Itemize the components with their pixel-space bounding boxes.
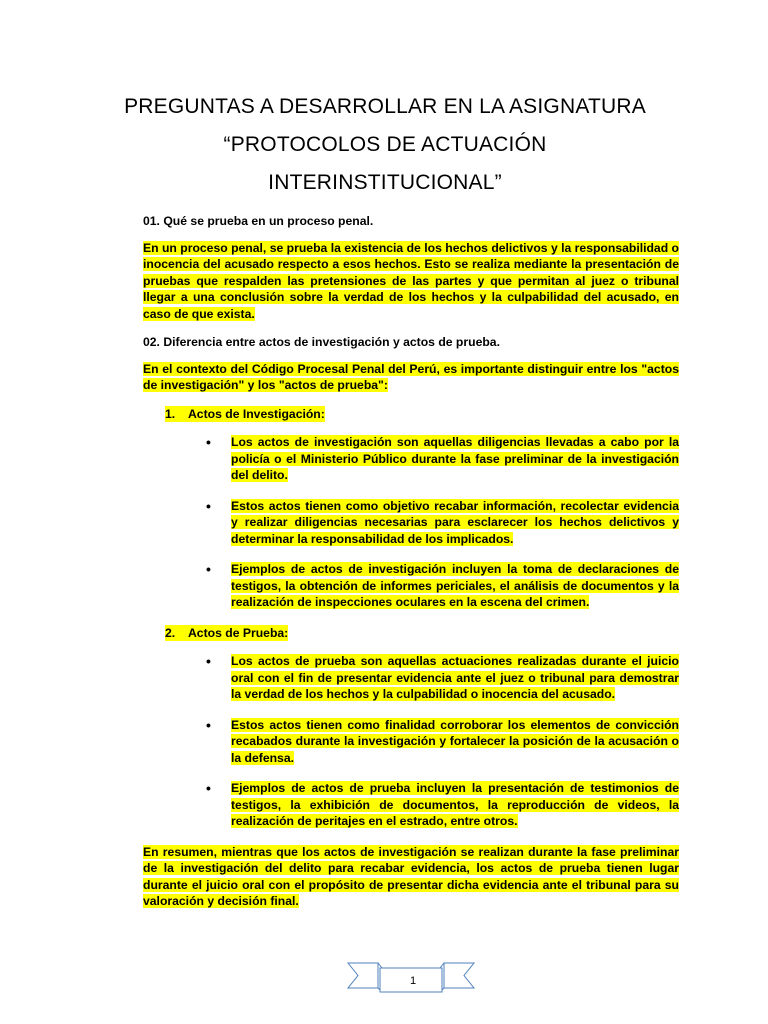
list-item bbox=[206, 653, 679, 703]
bullet-icon: • bbox=[206, 434, 211, 450]
bullet-text: Ejemplos de actos de prueba incluyen la presentación de testimonios de testigos, la exhibición de documentos, la reproducción de videos, la realización de peritajes en el estrado, entre otros. bbox=[231, 781, 679, 828]
bullet-icon: • bbox=[206, 497, 211, 514]
page-footer bbox=[346, 958, 476, 998]
bullet-text: Estos actos tienen como objetivo recabar información, recolectar evidencia y realizar diligencias necesarias para esclarecer los hechos delictivos y determinar la responsabilidad de los implicados. bbox=[231, 498, 679, 546]
section-number: 1. bbox=[165, 406, 188, 423]
section-number: 2. bbox=[165, 625, 188, 642]
list-item bbox=[206, 780, 679, 830]
question-2: 02. Diferencia entre actos de investigación y actos de prueba. bbox=[143, 335, 500, 349]
title-line-2: “PROTOCOLOS DE ACTUACIÓN bbox=[223, 133, 547, 156]
document-title bbox=[120, 88, 650, 202]
question-1: 01. Qué se prueba en un proceso penal. bbox=[143, 214, 374, 228]
bullet-text: Los actos de prueba son aquellas actuaciones realizadas durante el juicio oral con el fin de presentar evidencia ante el juez o tribunal para demostrar la verdad de los hechos y la culpabilidad o inocencia del acusado. bbox=[231, 654, 679, 701]
bullet-icon: • bbox=[206, 653, 211, 669]
list-item bbox=[206, 498, 679, 548]
title-line-1: PREGUNTAS A DESARROLLAR EN LA ASIGNATURA bbox=[124, 95, 646, 118]
bullet-icon: • bbox=[206, 716, 211, 733]
bullet-icon: • bbox=[206, 561, 211, 577]
bullet-icon: • bbox=[206, 780, 211, 796]
section-heading: Actos de Prueba: bbox=[188, 625, 289, 640]
answer-2-intro-text: En el contexto del Código Procesal Penal del Perú, es importante distinguir entre los "actos de investigación" y los "actos de prueba": bbox=[143, 361, 679, 392]
answer-1-text: En un proceso penal, se prueba la existencia de los hechos delictivos y la responsabilidad o inocencia del acusado respecto a esos hechos. Esto se realiza mediante la presentación de pruebas que respalden las pretensiones de las partes y que permitan al juez o tribunal llegar a una conclusión sobre la verdad de los hechos y la culpabilidad del acusado, en caso de que exista. bbox=[143, 240, 679, 321]
answer-1 bbox=[143, 240, 679, 323]
summary-paragraph bbox=[143, 844, 679, 910]
section-prueba-heading bbox=[165, 625, 679, 642]
summary-text: En resumen, mientras que los actos de investigación se realizan durante la fase preliminar de la investigación del delito para recabar evidencia, los actos de prueba tienen lugar durante el juicio oral con el propósito de presentar dicha evidencia ante el tribunal para su valoración y decisión final. bbox=[143, 844, 679, 908]
bullet-text: Estos actos tienen como finalidad corroborar los elementos de convicción recabados durante la investigación y fortalecer la posición de la acusación o la defensa. bbox=[231, 717, 679, 765]
document-body bbox=[143, 213, 679, 910]
section-investigacion-heading bbox=[165, 406, 679, 423]
bullet-text: Ejemplos de actos de investigación incluyen la toma de declaraciones de testigos, la obtención de informes periciales, el análisis de documentos y la realización de inspecciones oculares en la escena del crimen. bbox=[231, 562, 679, 609]
list-item bbox=[206, 561, 679, 611]
list-item bbox=[206, 434, 679, 484]
answer-2-intro bbox=[143, 361, 679, 394]
title-line-3: INTERINSTITUCIONAL” bbox=[268, 171, 502, 194]
list-item bbox=[206, 717, 679, 767]
section-heading: Actos de Investigación: bbox=[188, 406, 325, 421]
bullet-text: Los actos de investigación son aquellas diligencias llevadas a cabo por la policía o el Ministerio Público durante la fase preliminar de la investigación del delito. bbox=[231, 435, 679, 482]
